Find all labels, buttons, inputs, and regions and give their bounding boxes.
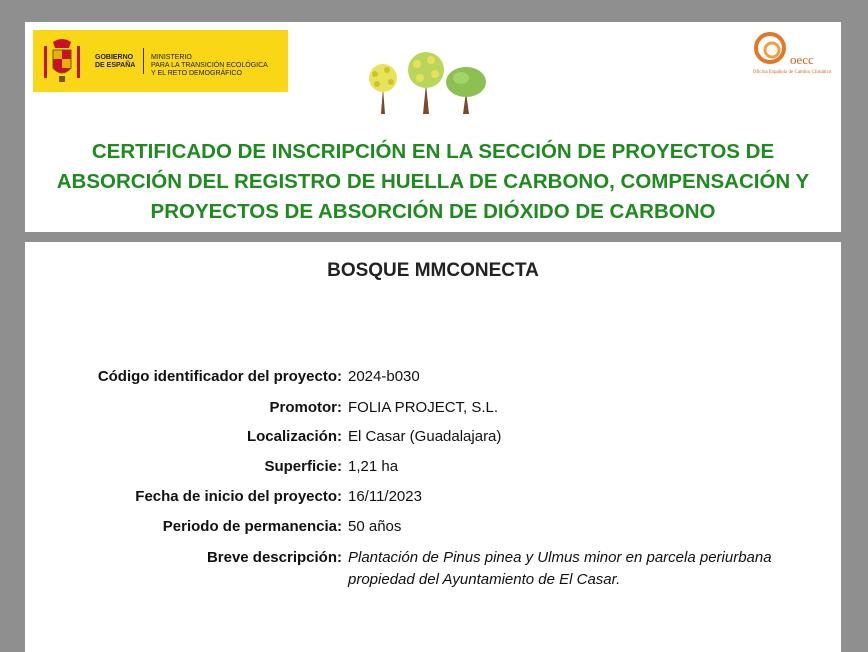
field-value: 16/11/2023 xyxy=(348,488,422,505)
ministry-text: MINISTERIO PARA LA TRANSICIÓN ECOLÓGICA Y EL RETO DEMOGRÁFICO xyxy=(151,54,268,77)
oecc-subtitle: Oficina Española de Cambio Climático xyxy=(752,70,832,75)
certificate-title: CERTIFICADO DE INSCRIPCIÓN EN LA SECCIÓN DE PROYECTOS DE ABSORCIÓN DEL REGISTRO DE HUELLA DE CARBONO, COMPENSACIÓN Y PROYECTOS DE ABSORCIÓN DE DIÓXIDO DE CARBONO xyxy=(56,140,810,223)
field-label: Fecha de inicio del proyecto: xyxy=(135,488,342,505)
field-label: Promotor: xyxy=(269,399,342,416)
certificate-header xyxy=(25,22,841,232)
field-label: Localización: xyxy=(246,428,342,445)
field-value: El Casar (Guadalajara) xyxy=(348,428,502,445)
field-value: 1,21 ha xyxy=(348,458,399,475)
field-value: FOLIA PROJECT, S.L. xyxy=(348,399,499,416)
field-value: 2024-b030 xyxy=(348,368,420,385)
project-name: BOSQUE MMCONECTA xyxy=(327,260,539,281)
gobierno-text: GOBIERNO DE ESPAÑA xyxy=(95,54,136,69)
oecc-swirl-icon xyxy=(750,30,794,70)
logo-divider xyxy=(143,48,144,74)
certificate-body xyxy=(25,242,841,652)
field-label: Periodo de permanencia: xyxy=(162,518,342,535)
coat-of-arms-icon xyxy=(41,36,83,86)
oecc-logo xyxy=(750,30,834,82)
field-label: Superficie: xyxy=(264,458,342,475)
oecc-text: oecc xyxy=(790,52,814,67)
field-label: Breve descripción: xyxy=(206,549,342,566)
field-label: Código identificador del proyecto: xyxy=(97,368,342,385)
trees-illustration-icon xyxy=(365,48,495,114)
field-value: 50 años xyxy=(348,518,402,535)
gobierno-espana-logo xyxy=(33,30,288,92)
field-value: Plantación de Pinus pinea y Ulmus minor en parcela periurbana propiedad del Ayuntamiento de El Casar. xyxy=(348,549,772,588)
